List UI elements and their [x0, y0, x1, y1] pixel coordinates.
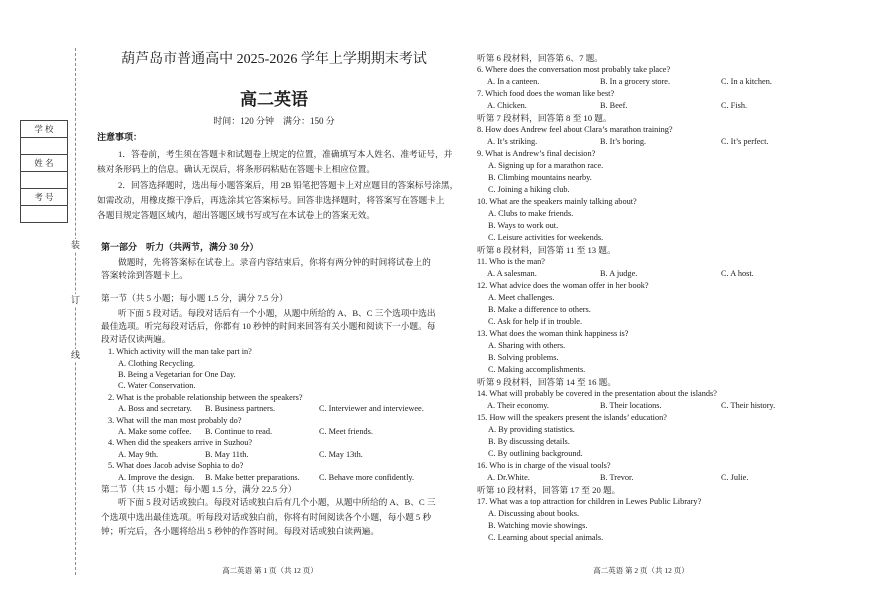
name-label: 姓 名 [21, 155, 67, 172]
instruction-line: 个选项中选出最佳选项。听每段对话或独白前，你将有时间阅读各个小题，每小题 5 秒 [101, 511, 432, 522]
time-and-score: 时间：120 分钟 满分：150 分 [213, 116, 335, 126]
section2-instructions [101, 495, 436, 539]
question-3-option-a: A. Make some coffee. [118, 427, 192, 437]
question-3-stem: 3. What will the man most probably do? [108, 415, 242, 425]
question-8-option-b: B. It’s boring. [600, 137, 647, 146]
question-16-option-c: C. Julie. [721, 473, 749, 482]
question-3-option-c: C. Meet friends. [319, 427, 373, 437]
question-15-option-a: A. By providing statistics. [488, 425, 575, 434]
question-11-option-b: B. A judge. [600, 269, 638, 278]
question-13-option-c: C. Making accomplishments. [488, 365, 586, 374]
binding-mark-ding: 订 [68, 294, 83, 307]
question-16-option-a: A. Dr.White. [487, 473, 530, 482]
question-4-option-b: B. May 11th. [205, 449, 249, 459]
instruction-line: 听下面 5 段对话或独白。每段对话或独白后有几个小题，从题中所给的 A、B、C 三 [118, 497, 436, 507]
section1-heading: 第一节（共 5 小题；每小题 1.5 分，满分 7.5 分） [101, 293, 288, 303]
notes-line: 各题目规定答题区域内，超出答题区域书写或写在本试卷上的答案无效。 [97, 210, 375, 221]
question-7-stem: 7. Which food does the woman like best? [477, 89, 615, 98]
question-16-stem: 16. Who is in charge of the visual tools? [477, 461, 611, 470]
question-1-option-b: B. Being a Vegetarian for One Day. [118, 370, 236, 380]
question-2-option-a: A. Boss and secretary. [118, 404, 192, 414]
question-3-option-b: B. Continue to read. [205, 427, 273, 437]
page-2-footer: 高二英语 第 2 页（共 12 页） [593, 566, 689, 575]
subject-title: 高二英语 [240, 90, 308, 109]
page-2-content [460, 52, 860, 544]
notes-line: 核对条形码上的信息。确认无误后，将条形码粘贴在答题卡上相应位置。 [97, 164, 375, 175]
instruction-line: 最佳选项。听完每段对话后，你都有 10 秒钟的时间来回答有关小题和阅读下一小题。每 [101, 320, 436, 331]
instruction-line: 段对话仅读两遍。 [101, 334, 171, 345]
question-9-option-b: B. Climbing mountains nearby. [488, 173, 592, 182]
question-2-options [108, 403, 448, 414]
question-15-option-b: B. By discussing details. [488, 437, 570, 446]
section1-questions [108, 346, 448, 483]
notes-heading: 注意事项： [97, 132, 143, 142]
question-12-option-a: A. Meet challenges. [488, 293, 555, 302]
question-7-option-c: C. Fish. [721, 101, 748, 110]
question-17-stem: 17. What was a top attraction for children in Lewes Public Library? [477, 497, 702, 506]
question-2-option-c: C. Interviewer and interviewee. [319, 404, 424, 414]
material-6-intro: 听第 6 段材料，回答第 6、7 题。 [477, 53, 603, 63]
question-11-option-a: A. A salesman. [487, 269, 537, 278]
question-5-options [108, 472, 448, 483]
instruction-line: 做题时，先将答案标在试卷上。录音内容结束后，你将有两分钟的时间将试卷上的 [118, 256, 431, 267]
question-3-options [108, 426, 448, 437]
question-1-option-c: C. Water Conservation. [118, 381, 196, 391]
question-9-stem: 9. What is Andrew’s final decision? [477, 149, 596, 158]
question-4-option-c: C. May 13th. [319, 449, 363, 459]
question-14-option-a: A. Their economy. [487, 401, 549, 410]
question-11-stem: 11. Who is the man? [477, 257, 545, 266]
question-6-option-c: C. In a kitchen. [721, 77, 772, 86]
question-17-option-b: B. Watching movie showings. [488, 521, 588, 530]
notes-line: 1．答卷前，考生须在答题卡和试题卷上规定的位置，准确填写本人姓名、准考证号，并 [118, 149, 453, 159]
question-13-option-b: B. Solving problems. [488, 353, 559, 362]
notes-line: 2．回答选择题时，选出每小题答案后，用 2B 铅笔把答题卡上对应题目的答案标号涂黑， [118, 179, 459, 190]
section2-heading: 第二节（共 15 小题；每小题 1.5 分，满分 22.5 分） [101, 484, 297, 494]
question-2-stem: 2. What is the probable relationship between the speakers? [108, 392, 303, 402]
student-info-box [20, 120, 68, 223]
question-5-option-a: A. Improve the design. [118, 472, 195, 482]
question-10-option-a: A. Clubs to make friends. [488, 209, 574, 218]
name-blank [21, 172, 67, 189]
question-14-option-b: B. Their locations. [600, 401, 662, 410]
question-7-option-b: B. Beef. [600, 101, 628, 110]
notes-line: 如需改动，用橡皮擦干净后，再选涂其它答案标号。回答非选择题时，将答案写在答题卡上 [97, 194, 445, 205]
question-15-option-c: C. By outlining background. [488, 449, 583, 458]
question-8-option-c: C. It’s perfect. [721, 137, 769, 146]
question-6-option-a: A. In a canteen. [487, 77, 540, 86]
question-1-stem: 1. Which activity will the man take part in? [108, 347, 252, 357]
question-13-option-a: A. Sharing with others. [488, 341, 566, 350]
question-12-option-b: B. Make a difference to others. [488, 305, 591, 314]
question-16-options [460, 472, 860, 484]
question-6-options [460, 76, 860, 88]
instruction-line: 钟；听完后，各小题将给出 5 秒钟的作答时间。每段对话或独白读两遍。 [101, 526, 379, 536]
exam-title: 葫芦岛市普通高中 2025-2026 学年上学期期末考试 [121, 52, 427, 67]
question-11-option-c: C. A host. [721, 269, 754, 278]
question-8-options [460, 136, 860, 148]
question-4-options [108, 449, 448, 460]
school-blank [21, 138, 67, 155]
question-10-option-c: C. Leisure activities for weekends. [488, 233, 604, 242]
question-15-stem: 15. How will the speakers present the islands’ education? [477, 413, 667, 422]
question-14-stem: 14. What will probably be covered in the presentation about the islands? [477, 389, 717, 398]
question-5-option-c: C. Behave more confidently. [319, 472, 415, 482]
question-5-option-b: B. Make better preparations. [205, 472, 300, 482]
material-7-intro: 听第 7 段材料，回答第 8 至 10 题。 [477, 113, 612, 123]
question-7-options [460, 100, 860, 112]
question-10-stem: 10. What are the speakers mainly talking about? [477, 197, 637, 206]
exam-number-blank [21, 206, 67, 222]
material-9-intro: 听第 9 段材料，回答第 14 至 16 题。 [477, 377, 616, 387]
question-8-stem: 8. How does Andrew feel about Clara’s marathon training? [477, 125, 673, 134]
question-10-option-b: B. Ways to work out. [488, 221, 559, 230]
question-9-option-c: C. Joining a hiking club. [488, 185, 570, 194]
question-7-option-a: A. Chicken. [487, 101, 527, 110]
question-1-option-a: A. Clothing Recycling. [118, 358, 195, 368]
question-5-stem: 5. What does Jacob advise Sophia to do? [108, 461, 244, 471]
material-8-intro: 听第 8 段材料，回答第 11 至 13 题。 [477, 245, 616, 255]
question-9-option-a: A. Signing up for a marathon race. [488, 161, 604, 170]
binding-mark-zhuang: 装 [68, 239, 83, 252]
instruction-line: 答案转涂到答题卡上。 [101, 269, 188, 280]
school-label: 学 校 [21, 121, 67, 138]
question-8-option-a: A. It’s striking. [487, 137, 538, 146]
question-14-option-c: C. Their history. [721, 401, 776, 410]
question-6-stem: 6. Where does the conversation most probably take place? [477, 65, 671, 74]
question-12-stem: 12. What advice does the woman offer in her book? [477, 281, 649, 290]
notes-block [97, 147, 458, 223]
instruction-line: 听下面 5 段对话。每段对话后有一个小题，从题中所给的 A、B、C 三个选项中选出 [118, 307, 436, 318]
page-1-footer: 高二英语 第 1 页（共 12 页） [222, 566, 318, 575]
question-13-stem: 13. What does the woman think happiness is? [477, 329, 629, 338]
exam-number-label: 考 号 [21, 189, 67, 206]
part1-instructions [101, 256, 431, 282]
binding-mark-xian: 线 [68, 349, 83, 362]
question-4-stem: 4. When did the speakers arrive in Suzhou? [108, 438, 253, 448]
binding-dashed-line [75, 48, 76, 575]
material-10-intro: 听第 10 段材料，回答第 17 至 20 题。 [477, 485, 621, 495]
question-14-options [460, 400, 860, 412]
question-2-option-b: B. Business partners. [205, 404, 276, 414]
question-4-option-a: A. May 9th. [118, 449, 159, 459]
section1-instructions [101, 307, 436, 347]
question-12-option-c: C. Ask for help if in trouble. [488, 317, 583, 326]
question-6-option-b: B. In a grocery store. [600, 77, 671, 86]
question-17-option-a: A. Discussing about books. [488, 509, 580, 518]
question-16-option-b: B. Trevor. [600, 473, 634, 482]
question-11-options [460, 268, 860, 280]
question-17-option-c: C. Learning about special animals. [488, 533, 604, 542]
part1-heading: 第一部分 听力（共两节，满分 30 分） [101, 242, 259, 252]
